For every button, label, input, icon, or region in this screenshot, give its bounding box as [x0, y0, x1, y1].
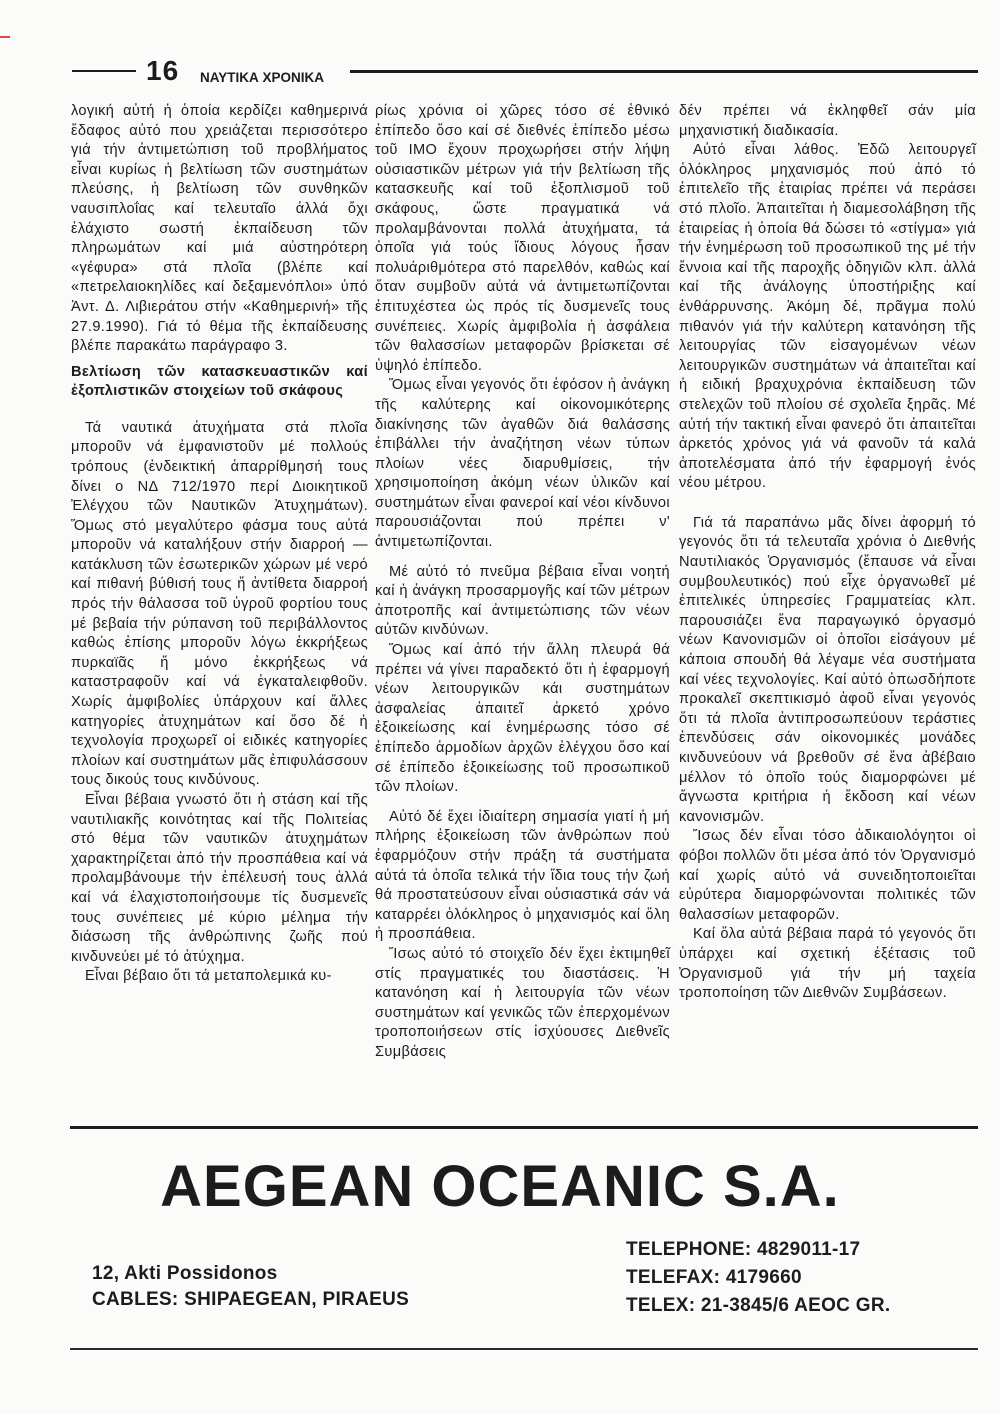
article-paragraph: Γιά τά παραπάνω μᾶς δίνει ἀφορμή τό γεγονός ὅτι τά τελευταῖα χρόνια ὁ Διεθνής Ναυτιλιακός Ὀργανισμός (ἔπαυσε νά εἶναι συμβουλευτικός) πού εἶχε ὀργανωθεῖ μέ ἐπιτελικές ὑπηρεσίες Γραμματείας κλπ. παρουσιάζει ἕνα παραγωγικό ὀργασμό νέων Κανονισμῶν οἱ ὁποῖοι εἰσάγουν μέ κάποια σπουδή θά λέγαμε νέα συστήματα καί νέες τεχνολογίες. Καί αὐτό ὁπωσδήποτε προκαλεῖ σκεπτικισμό ἀφοῦ εἶναι γεγονός ὅτι τά πλοῖα ἀντιπροσωπεύουν τεράστιες ἐπενδύσεις σάν οἰκονομικές μονάδες κινδυνεύουν νά βρεθοῦν σέ ἕνα ἀβέβαιο μέλλον τό ὁποῖο τούς διαμορφώνει μέ ἄγνωστα κριτήρια ἡ ἔκδοση καί νέων κανονισμῶν.	[679, 514, 976, 825]
ad-company-name: AEGEAN OCEANIC S.A.	[160, 1154, 840, 1219]
article-paragraph: δέν πρέπει νά ἐκληφθεῖ σάν μία μηχανιστική διαδικασία.	[679, 103, 976, 139]
article-column-3	[679, 102, 976, 1004]
article-paragraph: Ὅμως καί ἀπό τήν ἄλλη πλευρά θά πρέπει νά γίνει παραδεκτό ὅτι ἡ ἐφαρμογή νέων λειτουργικῶν κάι συστημάτων ἀσφαλείας ἀπαιτεῖ ἀρκετό χρόνο ἐξοικείωσης καί ἐνημέρωσης τόσο σέ ἐπίπεδο ἁρμοδίων ἀρχῶν ἐλέγχου ὅσο καί σέ ἐπίπεδο ἐξοικείωσης τοῦ προσωπικοῦ τῶν πλοίων.	[375, 642, 670, 796]
article-paragraph: Μέ αὐτό τό πνεῦμα βέβαια εἶναι νοητή καί ἡ ἀνάγκη προσαρμογῆς καί τῶν μέτρων ἀποτροπῆς καί ἀντιμετώπισης τῶν νέων αὐτῶν κινδύνων.	[375, 563, 670, 639]
page-number: 16	[146, 55, 180, 86]
article-column-1	[71, 102, 368, 987]
article-paragraph: Εἶναι βέβαια γνωστό ὅτι ἡ στάση καί τῆς ναυτιλιακῆς κοινότητας καί τῆς Πολιτείας στό θέμα τῶν ναυτικῶν ἀτυχημάτων χαρακτηρίζεται ἀπό τήν προσπάθεια καί νά προλαμβάνουμε τήν ἐπέλευσή τους ἀλλά καί νά ἐλαχιστοποιήσουμε τίς δυσμενεῖς τους συνέπειες μέ κύριο μέλημα τήν διάσωση τῆς ἀνθρώπινης ζωῆς πού κινδυνεύει μέ τό ἀτύχημα.	[71, 792, 368, 965]
header-tail-rule	[350, 70, 978, 73]
ad-telefax: TELEFAX: 4179660	[626, 1267, 802, 1288]
ad-telex: TELEX: 21-3845/6 AEOC GR.	[626, 1295, 891, 1316]
article-paragraph: Τά ναυτικά ἀτυχήματα στά πλοῖα μποροῦν νά ἐμφανιστοῦν μέ πολλούς τρόπους (ἐνδεικτική ἀπαρρίθμησή τους δίνει ο ΝΔ 712/1970 περί Διοικητικοῦ Ἐλέγχου τῶν Ναυτικῶν Ἀτυχημάτων). Ὅμως στό μεγαλύτερο φάσμα τους αὐτά μποροῦν νά καταλήξουν στήν διαρροή — κατάκλυση τῶν ἐσωτερικῶν χώρων μέ νερό καί πιθανή βύθισή τους ἤ ἀντίθετα διαρροή πρός τήν θάλασσα τοῦ ὑγροῦ φορτίου τους μέ βεβαία τήν ρύπανση τοῦ περιβάλλοντος καθώς ἐπίσης μποροῦν λόγω ἐκκρήξεως πυρκαϊᾶς ἤ μόνο ἐκκρήξεως νά καταστραφοῦν καί νά ἐγκαταλειφθοῦν. Χωρίς ἀμφιβολίες ὑπάρχουν καί ἄλλες κατηγορίες ἀτυχημάτων καί ὅσο δέ ἡ τεχνολογία προχωρεῖ οἱ ειδικές κατηγορίες πλοίων καί συστημάτων μᾶς ἐπιφυλάσσουν τους δικούς τους κινδύνους.	[71, 419, 368, 789]
ad-telephone: TELEPHONE: 4829011-17	[626, 1239, 861, 1260]
ad-cables: CABLES: SHIPAEGEAN, PIRAEUS	[92, 1289, 410, 1310]
article-paragraph: ρίως χρόνια οἱ χῶρες τόσο σέ ἐθνικό ἐπίπεδο ὅσο καί σέ διεθνές ἐπίπεδο μέσω τοῦ ΙΜΟ ἔχουν προχωρήσει στήν λήψη οὐσιαστικῶν μέτρων γιά τήν βελτίωση τῆς κατασκευῆς καί τοῦ ἐξοπλισμοῦ τοῦ σκάφους, ὥστε πραγματικά νά προλαμβάνονται πολλά ἀτυχήματα, τά ὁποῖα γιά τούς ἴδιους λόγους ἦσαν πολυάριθμότερα στό παρελθόν, καθώς καί ὅταν συμβοῦν αὐτά νά ἀντιμετωπίζονται ἐπιτυχέστεα ὡς πρός τίς δυσμενεῖς τους συνέπειες. Χωρίς ἀμφιβολία ἡ ἀσφάλεια τῶν θαλασσίων μεταφορῶν βρίσκεται σέ ὑψηλό ἐπίπεδο.	[375, 103, 670, 374]
article-paragraph: Ὅμως εἶναι γεγονός ὅτι ἐφόσον ἡ ἀνάγκη τῆς καλύτερης καί οἰκονομικότερης διακίνησης τῶν ἀγαθῶν διά θαλάσσης ἐπιβάλλει τήν ἀναζήτηση νέων τύπων πλοίων νέες διαρυθμίσεις, τήν χρησιμοποίηση ἀκόμη νέων ὑλικῶν καί συστημάτων εἶναι φανεροί καί νέοι κίνδυνοι παρουσιάζονται πού πρέπει ν' ἀντιμετωπίζονται.	[375, 377, 670, 551]
article-paragraph: Εἶναι βέβαιο ὅτι τά μεταπολεμικά κυ-	[85, 968, 332, 985]
publication-title: ΝΑΥΤΙΚΑ ΧΡΟΝΙΚΑ	[200, 70, 325, 85]
section-subheading: Βελτίωση τῶν κατασκευαστικῶν καί ἐξοπλιστικῶν στοιχείων τοῦ σκάφους	[71, 363, 368, 399]
scan-corner-mark	[0, 36, 10, 38]
ad-address: 12, Akti Possidonos	[92, 1263, 278, 1284]
article-paragraph: Αὐτό δέ ἔχει ἰδιαίτερη σημασία γιατί ἡ μή πλήρης ἐξοικείωση τῶν ἀνθρώπων ποὐ ἐφαρμόζουν στήν πράξη τά συστήματα αὐτά τά ὁποῖα τελικά τήν ἴδια τους τήν ζωή θά προστατεύσουν εἶναι οὐσιαστικά σάν νά καταρρέει ὁλόκληρος ὁ μηχανισμός καί ὅλη ἡ προσπάθεια.	[375, 808, 670, 943]
article-paragraph: Αὐτό εἶναι λάθος. Ἐδῶ λειτουργεῖ ὁλόκληρος μηχανισμός πού ἀπό τό ἐπιτελεῖο τῆς ἑταιρίας πρέπει νά περάσει στό πλοῖο. Ἀπαιτεῖται ἡ διαμεσολάβηση τῆς ἑταιρείας ἡ ὁποία θά δώσει τό «στίγμα» γιά τήν ἐνημέρωση τοῦ προσωπικοῦ της μέ τήν ἔννοια καί τῆς παροχῆς ὁδηγιῶν κλπ. ἀλλά καί τῆς ἀνάλογης ὑποστήριξης καί ἐνθάρρυνσης. Ἀκόμη δέ, πρᾶγμα πολύ πιθανόν γιά τήν καλύτερη κατανόηση τῆς λειτουργίας τῶν εἰσαγομένων νέων λειτουργικῶν συστημάτων νά ἀπαιτεῖται καί ἡ ειδική βραχυχρόνια ἐκπαίδευση τῶν στελεχῶν τοῦ πλοίου σέ σχολεῖα ξηρᾶς. Μέ αὐτή τήν τακτική εἶναι φανερό ὅτι ἀπαιτεῖται ἀρκετός χρόνος γιά νά φανοῦν τά καλά ἀποτελέσματα ἀπό τήν ἐφαρμογή ἑνός νέου μέτρου.	[679, 142, 976, 492]
article-column-2	[375, 102, 670, 1063]
ad-base-rule	[70, 1348, 978, 1350]
article-paragraph: Ἴσως δέν εἶναι τόσο ἀδικαιολόγητοι οἱ φόβοι πολλῶν ὅτι μέσα ἀπό τόν Ὀργανισμό καί χωρίς αὐτό νά συνειδητοποιεῖται εὐρύτερα διαμορφώνονται πολιτικές τῶν θαλασσίων μεταφορῶν.	[679, 828, 976, 923]
article-paragraph: λογική αὐτή ἡ ὁποία κερδίζει καθημερινά ἔδαφος αὐτό που χρειάζεται περισσότερο γιά τήν ἀντιμετώπιση τοῦ προβλήματος εἶναι κυρίως ἡ βελτίωση τῶν συστημάτων πλεύσης, ἡ βελτίωση τῶν συνθηκῶν ναυσιπλοΐας καί τελευταῖο ἀλλά ὄχι ἐλάχιστο σωστή ἐκπαίδευση τῶν πληρωμάτων καί μιά αὐστηρότερη «γέφυρα» στά πλοῖα (βλέπε καί «πετρελαιοκηλίδες καί δεξαμενόπλοι» ὑπό Ἀντ. Δ. Λιβιεράτου στήν «Καθημερινή» τῆς 27.9.1990). Γιά τό θέμα τῆς ἐκπαίδευσης βλέπε παρακάτω παράγραφο 3.	[71, 103, 368, 355]
page-header	[72, 55, 978, 86]
article-bottom-rule	[70, 1126, 978, 1129]
article-paragraph: Ἴσως αὐτό τό στοιχεῖο δέν ἔχει ἐκτιμηθεῖ στίς πραγματικές του διαστάσεις. Ἡ κατανόηση καί ἡ λειτουργία τῶν νέων συστημάτων καί γενικῶς τῶν ἐπερχομένων τροποποιήσεων στίς ἰσχύουσες Διεθνεῖς Συμβάσεις	[375, 945, 670, 1060]
company-advertisement	[0, 1130, 1000, 1380]
article-paragraph: Καί ὅλα αὐτά βέβαια παρά τό γεγονός ὅτι ὑπάρχει καί σχετική ἐξέτασις τοῦ Ὀργανισμοῦ γιά τήν μή ταχεία τροποποίηση τῶν Διεθνῶν Συμβάσεων.	[679, 926, 976, 1002]
header-lead-rule	[72, 70, 136, 72]
